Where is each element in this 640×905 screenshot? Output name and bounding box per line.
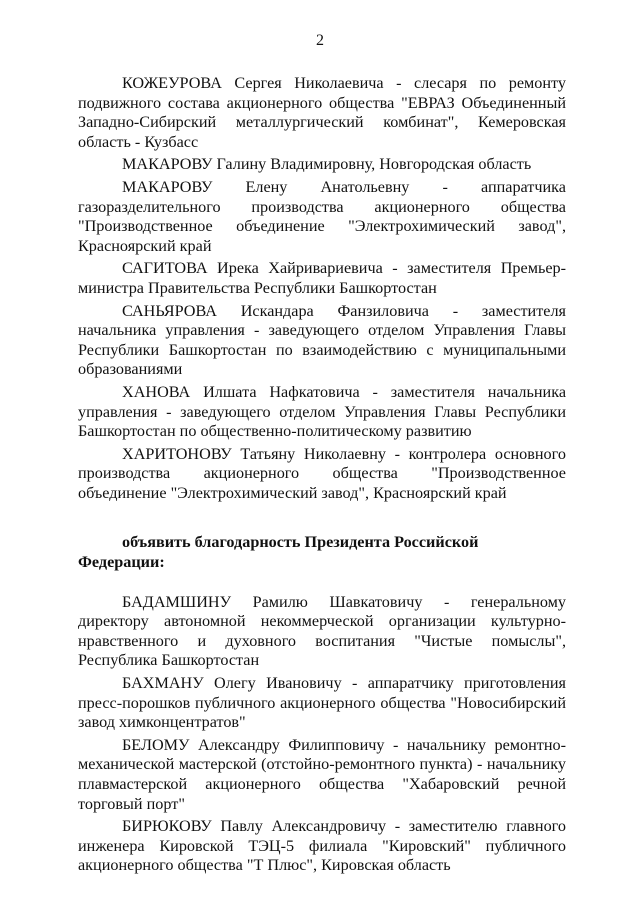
award-entry: МАКАРОВУ Галину Владимировну, Новгородская область xyxy=(122,155,532,174)
award-entry: МАКАРОВУ Елену Анатольевну - аппаратчика газоразделительного производства акционерного общества "Производственное объединение "Электрохимический завод", Красноярский край xyxy=(78,177,566,255)
award-entry: САНЬЯРОВА Искандара Фанзиловича - заместителя начальника управления - заведующего отделом Управления Главы Республики Башкортостан по взаимодействию с муниципальными образованиями xyxy=(78,301,566,379)
gratitude-entry: БИРЮКОВУ Павлу Александровичу - заместителю главного инженера Кировской ТЭЦ-5 филиала "Кировский" публичного акционерного общества "Т Плюс", Кировская область xyxy=(78,817,566,875)
gratitude-entry: БАХМАНУ Олегу Ивановичу - аппаратчику приготовления пресс-порошков публичного акционерного общества "Новосибирский завод химконцентратов" xyxy=(78,674,566,732)
award-entry: КОЖЕУРОВА Сергея Николаевича - слесаря по ремонту подвижного состава акционерного общества "ЕВРАЗ Объединенный Западно-Сибирский металлургический комбинат", Кемеровская область - Кузбасс xyxy=(78,74,566,151)
gratitude-entry: БЕЛОМУ Александру Филипповичу - начальнику ремонтно-механической мастерской (отстойно-ремонтного пункта) - начальнику плавмастерской акционерного общества "Хабаровский речной торговый порт" xyxy=(78,735,566,813)
award-entry: ХАНОВА Илшата Нафкатовича - заместителя начальника управления - заведующего отделом Управления Главы Республики Башкортостан по общественно-политическому развитию xyxy=(78,382,566,441)
section-heading: объявить благодарность Президента Российской Федерации: xyxy=(78,533,479,572)
gratitude-entry: БАДАМШИНУ Рамилю Шавкатовичу - генеральному директору автономной некоммерческой организации культурно-нравственного и духовного воспитания "Чистые помыслы", Республика Башкортостан xyxy=(78,592,566,670)
award-entry: ХАРИТОНОВУ Татьяну Николаевну - контролера основного производства акционерного общества "Производственное объединение "Электрохимический завод", Красноярский край xyxy=(78,444,566,502)
award-entry: САГИТОВА Ирека Хайривариевича - заместителя Премьер-министра Правительства Республики Башкортостан xyxy=(78,259,566,297)
document-body xyxy=(78,57,566,879)
page-number: 2 xyxy=(316,32,324,49)
